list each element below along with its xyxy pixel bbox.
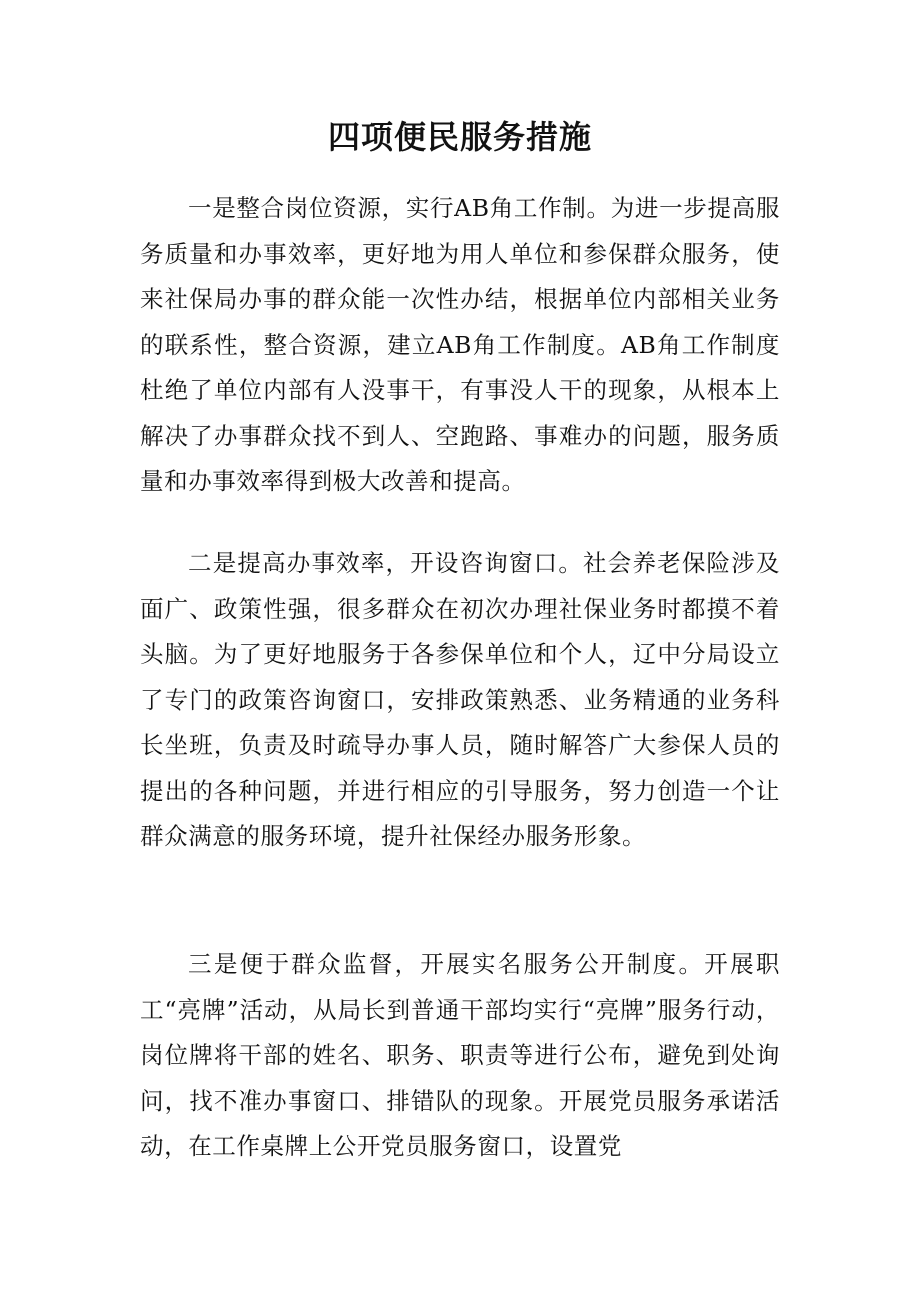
document-title: 四项便民服务措施	[327, 118, 592, 156]
paragraph-3: 三是便于群众监督，开展实名服务公开制度。开展职工“亮牌”活动，从局长到普通干部均实行“亮牌”服务行动，岗位牌将干部的姓名、职务、职责等进行公布，避免到处询问，找不准办事窗口、排错队的现象。开展党员服务承诺活动，在工作桌牌上公开党员服务窗口，设置党	[140, 950, 780, 1160]
paragraph-1: 一是整合岗位资源，实行AB角工作制。为进一步提高服务质量和办事效率，更好地为用人单位和参保群众服务，使来社保局办事的群众能一次性办结，根据单位内部相关业务的联系性，整合资源，建立AB角工作制度。AB角工作制度杜绝了单位内部有人没事干，有事没人干的现象，从根本上解决了办事群众找不到人、空跑路、事难办的问题，服务质量和办事效率得到极大改善和提高。	[140, 194, 780, 495]
paragraph-2: 二是提高办事效率，开设咨询窗口。社会养老保险涉及面广、政策性强，很多群众在初次办理社保业务时都摸不着头脑。为了更好地服务于各参保单位和个人，辽中分局设立了专门的政策咨询窗口，安排政策熟悉、业务精通的业务科长坐班，负责及时疏导办事人员，随时解答广大参保人员的提出的各种问题，并进行相应的引导服务，努力创造一个让群众满意的服务环境，提升社保经办服务形象。	[140, 549, 780, 850]
